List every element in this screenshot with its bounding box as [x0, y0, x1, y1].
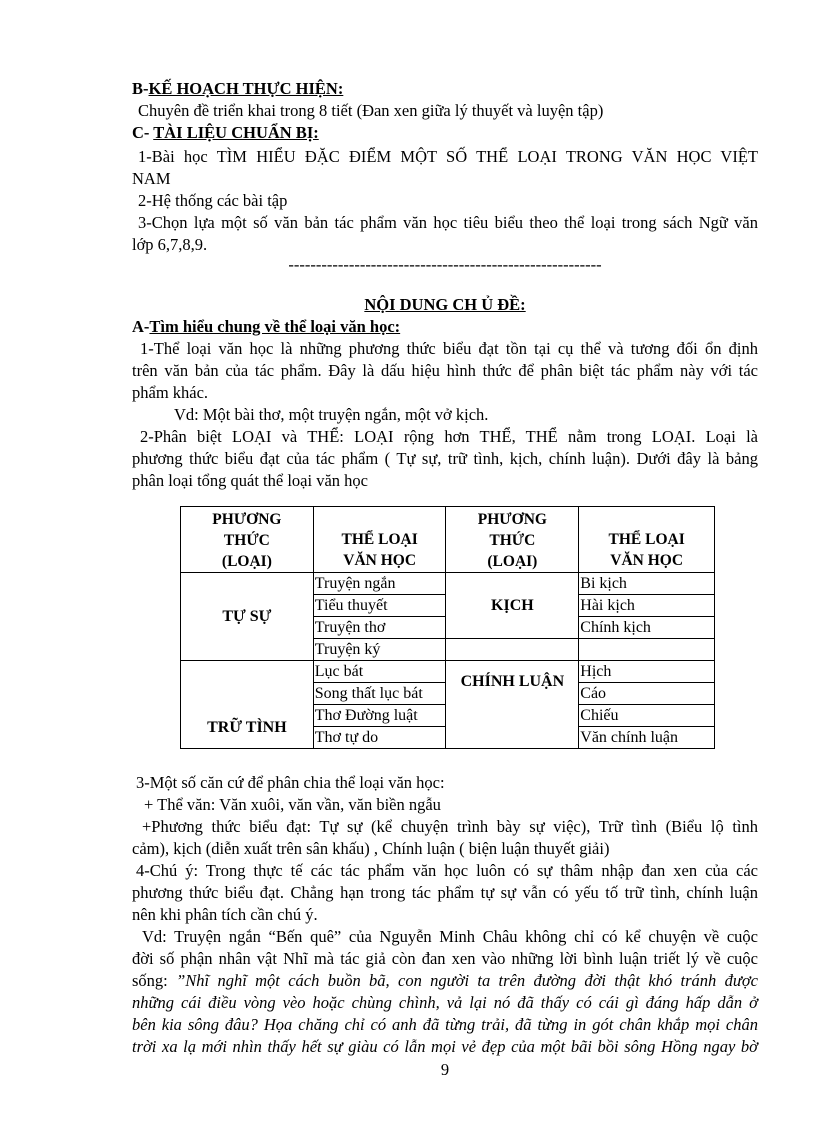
example-line: Vd: Một bài thơ, một truyện ngắn, một vở kịch. [174, 405, 489, 424]
paragraph-line: phân loại tổng quát thể loại văn học [132, 471, 368, 490]
header-line: THỂ LOẠI [341, 531, 418, 548]
table-header-cell [579, 507, 715, 573]
paragraph-line: 2-Phân biệt LOẠI và THỂ: LOẠI rộng hơn THỂ, THỂ nằm trong LOẠI. Loại là [140, 427, 758, 446]
genre-cell: Song thất lục bát [313, 683, 446, 705]
category-cell-kich: KỊCH [446, 573, 579, 639]
paragraph-line: 3-Một số căn cứ để phân chia thể loại văn học: [136, 773, 445, 792]
content-title: NỘI DUNG CH Ủ ĐỀ: [364, 295, 526, 314]
genre-cell: Lục bát [313, 661, 446, 683]
section-c-item: lớp 6,7,8,9. [132, 235, 208, 254]
header-line: PHƯƠNG [477, 511, 547, 528]
section-b-title: KẾ HOẠCH THỰC HIỆN: [148, 79, 344, 98]
paragraph-line: phẩm khác. [132, 383, 209, 402]
table-header-cell [446, 507, 579, 573]
section-c-prefix: C- [132, 123, 154, 142]
category-cell-tu-su: TỰ SỰ [181, 573, 314, 661]
table-header-cell [313, 507, 446, 573]
section-c-title: TÀI LIỆU CHUẨN BỊ: [153, 123, 319, 142]
paragraph-line: Vd: Truyện ngắn “Bến quê” của Nguyễn Minh Châu không chỉ có kể chuyện về cuộc [142, 927, 758, 946]
section-c-heading [132, 122, 319, 144]
quote-line: trời xa lạ mới nhìn thấy hết sự giàu có lẫn mọi vẻ đẹp của một bãi bồi sông Hồng ngay bờ [132, 1037, 758, 1056]
paragraph-line: +Phương thức biểu đạt: Tự sự (kể chuyện trình bày sự việc), Trữ tình (Biểu lộ tình [142, 817, 758, 836]
genre-cell: Thơ tự do [313, 727, 446, 749]
genre-cell: Truyện ký [313, 639, 446, 661]
quote-text: ”Nhĩ nghĩ một cách buồn bã, con người ta trên đường đời thật khó tránh được [176, 971, 758, 990]
section-a-prefix: A- [132, 317, 150, 336]
quote-line: những cái điều vòng vèo hoặc chùng chình, vả lại nó đã thấy có cái gì đáng hấp dẫn ở [132, 993, 758, 1012]
section-a-title: Tìm hiểu chung về thể loại văn học: [149, 317, 401, 336]
genre-cell: Chính kịch [579, 617, 715, 639]
genre-cell: Thơ Đường luật [313, 705, 446, 727]
paragraph-line: 1-Thể loại văn học là những phương thức biểu đạt tồn tại cụ thể và tương đối ổn định [140, 339, 758, 358]
genre-cell [579, 639, 715, 661]
paragraph-line: trên văn bản của tác phẩm. Đây là dấu hiệu hình thức để phân biệt tác phẩm này với tác [132, 361, 758, 380]
genre-cell: Chiếu [579, 705, 715, 727]
header-line: THỨC [223, 532, 270, 549]
table-row [181, 573, 715, 595]
genre-cell: Truyện thơ [313, 617, 446, 639]
header-line: (LOẠI) [487, 553, 538, 570]
paragraph-line: đời số phận nhân vật Nhĩ mà tác giả còn đan xen vào những lời bình luận triết lý về cuộc [132, 949, 758, 968]
table-header-cell [181, 507, 314, 573]
page-number: 9 [440, 1060, 450, 1079]
genre-cell: Hài kịch [579, 595, 715, 617]
header-line: PHƯƠNG [212, 511, 282, 528]
genre-cell: Cáo [579, 683, 715, 705]
paragraph-line: nên khi phân tích cần chú ý. [132, 905, 318, 924]
category-cell-tru-tinh: TRỮ TÌNH [181, 661, 314, 749]
section-c-item: 2-Hệ thống các bài tập [138, 191, 288, 210]
header-line: THỨC [489, 532, 536, 549]
category-cell-chinh-luan: CHÍNH LUẬN [446, 661, 579, 749]
quote-line: bên kia sông đâu? Họa chăng chỉ có anh đã từng trải, đã từng in gót chân khắp mọi chân [132, 1015, 758, 1034]
header-line: VĂN HỌC [610, 552, 684, 569]
empty-cell [446, 639, 579, 661]
genre-cell: Bi kịch [579, 573, 715, 595]
quote-lead: sống: [132, 971, 177, 990]
header-line: (LOẠI) [221, 553, 272, 570]
header-line: THỂ LOẠI [608, 531, 685, 548]
section-a-heading [132, 316, 400, 338]
separator-line: --------------------------------------------------------- [288, 255, 602, 274]
paragraph-line: 4-Chú ý: Trong thực tế các tác phẩm văn học luôn có sự thâm nhập đan xen của các [136, 861, 758, 880]
table-header-row [181, 507, 715, 573]
paragraph-line: phương thức biểu đạt của tác phẩm ( Tự sự, trữ tình, kịch, chính luận). Dưới đây là bảng [132, 449, 758, 468]
header-line: VĂN HỌC [343, 552, 417, 569]
paragraph-line: cảm), kịch (diễn xuất trên sân khấu) , Chính luận ( biện luận thuyết giải) [132, 839, 610, 858]
genre-cell: Hịch [579, 661, 715, 683]
paragraph-line: + Thể văn: Văn xuôi, văn vần, văn biền ngẫu [144, 795, 441, 814]
genre-cell: Truyện ngắn [313, 573, 446, 595]
section-c-item: 1-Bài học TÌM HIỂU ĐẶC ĐIỂM MỘT SỐ THỂ LOẠI TRONG VĂN HỌC VIỆT [138, 147, 758, 166]
section-b-prefix: B- [132, 79, 149, 98]
table-row [181, 661, 715, 683]
genre-table [180, 506, 715, 749]
genre-cell: Văn chính luận [579, 727, 715, 749]
paragraph-line: phương thức biểu đạt. Chẳng hạn trong tác phẩm tự sự vẫn có yếu tố trữ tình, chính luận [132, 883, 758, 902]
section-b-heading [132, 78, 343, 100]
section-b-body: Chuyên đề triển khai trong 8 tiết (Đan xen giữa lý thuyết và luyện tập) [138, 101, 604, 120]
section-c-item: NAM [132, 169, 171, 188]
section-c-item: 3-Chọn lựa một số văn bản tác phẩm văn học tiêu biểu theo thể loại trong sách Ngữ văn [138, 213, 758, 232]
genre-cell: Tiểu thuyết [313, 595, 446, 617]
